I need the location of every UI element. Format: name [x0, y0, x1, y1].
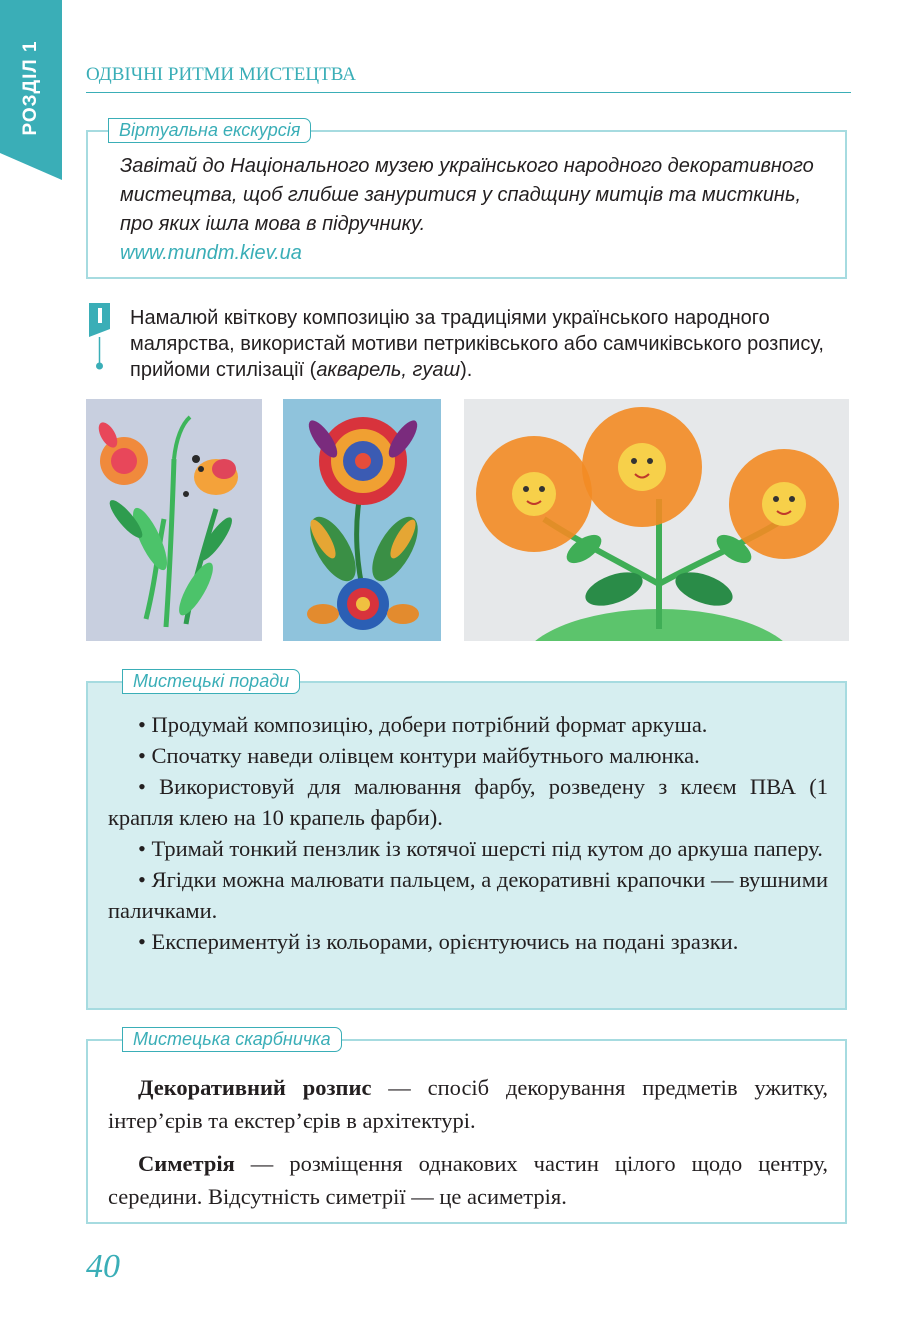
art-treasury-box	[86, 1029, 847, 1224]
page-number: 40	[86, 1248, 120, 1285]
tip-item: • Тримай тонкий пензлик із котячої шерсті під кутом до аркуша паперу.	[138, 836, 823, 861]
section-tab-label: РОЗДІЛ 1	[20, 40, 41, 136]
definition-term: Декоративний розпис	[138, 1075, 372, 1100]
virtual-tour-box	[86, 120, 847, 279]
tip-item: • Спочатку наведи олівцем контури майбутнього малюнка.	[138, 743, 700, 768]
art-treasury-label: Мистецька скарбничка	[122, 1027, 342, 1052]
definitions-list	[108, 1071, 828, 1223]
task-materials: акварель, гуаш	[316, 359, 461, 381]
samchykivka-flower-painting	[283, 399, 441, 641]
tip-item: • Продумай композицію, добери потрібний формат аркуша.	[138, 712, 708, 737]
petrykivka-flower-painting	[86, 399, 262, 641]
task-close: ).	[460, 359, 473, 381]
definition-item	[108, 1147, 828, 1213]
sunflower-faces-painting	[464, 399, 849, 641]
tip-item: • Ягідки можна малювати пальцем, а декоративні крапочки — вушними паличками.	[108, 867, 828, 923]
definition-term: Симетрія	[138, 1151, 235, 1176]
running-head: ОДВІЧНІ РИТМИ МИСТЕЦТВА	[86, 64, 356, 85]
virtual-tour-text	[120, 152, 835, 268]
tip-item: • Експериментуй із кольорами, орієнтуючись на подані зразки.	[138, 929, 739, 954]
art-tips-label: Мистецькі поради	[122, 669, 300, 694]
tip-item: • Використовуй для малювання фарбу, розведену з клеєм ПВА (1 крапля клею на 10 крапель фарби).	[108, 774, 828, 830]
art-tips-box	[86, 671, 847, 1010]
definition-text: — розміщення однакових частин цілого щодо центру, середини. Відсутність симетрії — це асиметрія.	[108, 1151, 828, 1209]
definition-item	[108, 1071, 828, 1137]
museum-link[interactable]: www.mundm.kiev.ua	[120, 242, 302, 264]
art-tips-list	[108, 709, 828, 957]
virtual-tour-description: Завітай до Національного музею українського народного декоративного мистецтва, щоб глибше зануритися у спадщину митців та мисткинь, про яких ішла мова в підручнику.	[120, 155, 814, 235]
virtual-tour-label: Віртуальна екскурсія	[108, 118, 311, 143]
header-divider	[86, 92, 851, 93]
task-instruction	[130, 305, 848, 383]
definition-text: — спосіб декорування предметів ужитку, інтер’єрів та екстер’єрів в архітектурі.	[108, 1075, 828, 1133]
pencil-marker-icon	[89, 303, 115, 371]
task-text: Намалюй квіткову композицію за традиціями українського народного малярства, використай мотиви петриківського або самчиківського розпису, прийоми стилізації (	[130, 307, 824, 381]
